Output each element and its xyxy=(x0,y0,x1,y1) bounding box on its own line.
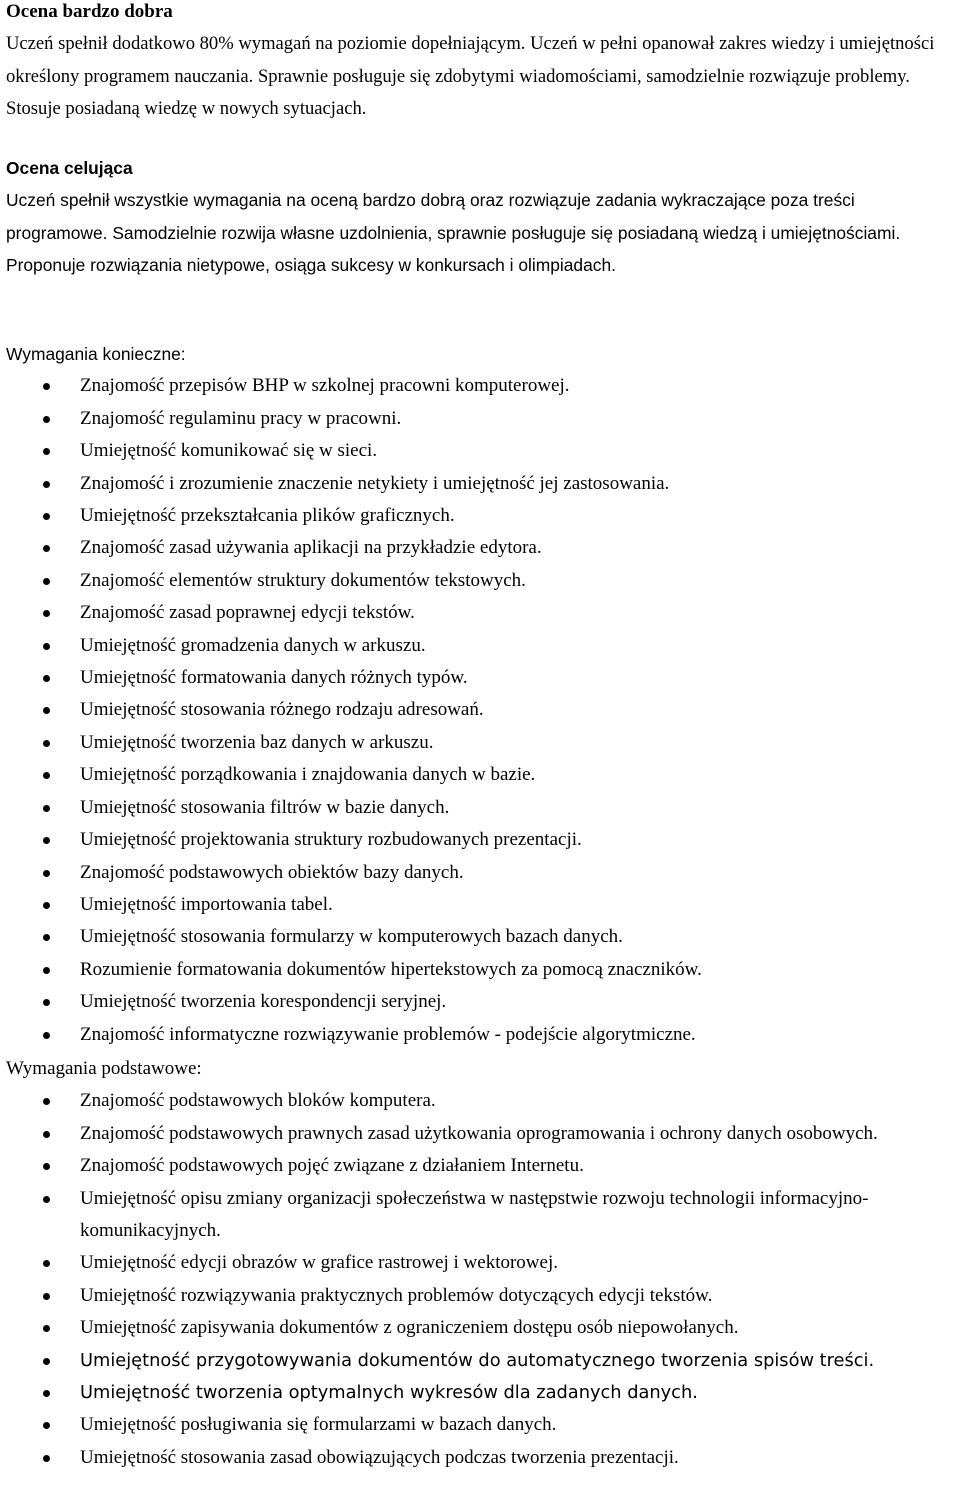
bullet-icon xyxy=(43,1163,50,1170)
bullet-icon xyxy=(43,448,50,455)
list-item-text: Znajomość przepisów BHP w szkolnej pracowni komputerowej. xyxy=(80,375,570,397)
heading-ocena-bardzo-dobra: Ocena bardzo dobra xyxy=(6,1,173,22)
list-wymagania-konieczne xyxy=(6,370,958,1051)
bullet-icon xyxy=(43,1390,50,1397)
list-item xyxy=(6,889,958,921)
bullet-icon xyxy=(43,610,50,617)
bullet-icon xyxy=(43,416,50,423)
list-item-text: Znajomość informatyczne rozwiązywanie problemów - podejście algorytmiczne. xyxy=(80,1023,696,1045)
bullet-icon xyxy=(43,383,50,390)
list-item-text: Umiejętność komunikować się w sieci. xyxy=(80,440,378,462)
list-item xyxy=(6,1118,958,1150)
list-item-text: Umiejętność edycji obrazów w grafice rastrowej i wektorowej. xyxy=(80,1252,558,1274)
list-item xyxy=(6,597,958,629)
bullet-icon xyxy=(43,1131,50,1138)
bullet-icon xyxy=(43,772,50,779)
list-item-text: Umiejętność zapisywania dokumentów z ograniczeniem dostępu osób niepowołanych. xyxy=(80,1317,739,1339)
section-ocena-celujaca xyxy=(6,152,958,282)
bullet-icon xyxy=(43,740,50,747)
bullet-icon xyxy=(43,999,50,1006)
list-item xyxy=(6,1345,958,1377)
bullet-icon xyxy=(43,837,50,844)
list-item xyxy=(6,1183,958,1248)
list-item xyxy=(6,662,958,694)
paragraph-ocena-bardzo-dobra: Uczeń spełnił dodatkowo 80% wymagań na poziomie dopełniającym. Uczeń w pełni opanował zakres wiedzy i umiejętności określony programem nauczania. Sprawnie posługuje się zdobytymi wiadomościami, samodzielnie rozwiązuje problemy. Stosuje posiadaną wiedzę w nowych sytuacjach. xyxy=(6,33,935,120)
list-item xyxy=(6,435,958,467)
list-item-text: Umiejętność formatowania danych różnych typów. xyxy=(80,667,468,689)
list-item xyxy=(6,403,958,435)
list-item-text: Znajomość zasad poprawnej edycji tekstów. xyxy=(80,602,415,624)
list-item-text: Umiejętność przygotowywania dokumentów do automatycznego tworzenia spisów treści. xyxy=(80,1349,875,1371)
bullet-icon xyxy=(43,805,50,812)
bullet-icon xyxy=(43,1260,50,1267)
list-wymagania-podstawowe xyxy=(6,1085,958,1474)
list-item-text: Umiejętność importowania tabel. xyxy=(80,893,333,915)
list-item xyxy=(6,1377,958,1409)
bullet-icon xyxy=(43,675,50,682)
list-item xyxy=(6,954,958,986)
section-wymagania-podstawowe xyxy=(6,1053,958,1474)
bullet-icon xyxy=(43,1098,50,1105)
list-item xyxy=(6,1312,958,1344)
bullet-icon xyxy=(43,707,50,714)
list-item xyxy=(6,565,958,597)
list-item-text: Znajomość podstawowych prawnych zasad użytkowania oprogramowania i ochrony danych osobowych. xyxy=(80,1122,878,1144)
list-item-text: Umiejętność tworzenia baz danych w arkuszu. xyxy=(80,731,434,753)
bullet-icon xyxy=(43,1455,50,1462)
list-item xyxy=(6,500,958,532)
list-item xyxy=(6,1409,958,1441)
list-item-text: Umiejętność przekształcania plików graficznych. xyxy=(80,505,455,527)
bullet-icon xyxy=(43,643,50,650)
list-item-text: Umiejętność stosowania filtrów w bazie danych. xyxy=(80,796,450,818)
list-item-text: Umiejętność opisu zmiany organizacji społeczeństwa w następstwie rozwoju technologii informacyjno-komunikacyjnych. xyxy=(80,1187,869,1242)
bullet-icon xyxy=(43,578,50,585)
list-item-text: Znajomość elementów struktury dokumentów tekstowych. xyxy=(80,569,526,591)
bullet-icon xyxy=(43,934,50,941)
bullet-icon xyxy=(43,513,50,520)
bullet-icon xyxy=(43,967,50,974)
list-item xyxy=(6,1150,958,1182)
list-item-text: Umiejętność projektowania struktury rozbudowanych prezentacji. xyxy=(80,829,582,851)
list-item-text: Znajomość podstawowych bloków komputera. xyxy=(80,1090,436,1112)
list-item xyxy=(6,370,958,402)
list-item xyxy=(6,727,958,759)
list-item xyxy=(6,921,958,953)
list-item xyxy=(6,1280,958,1312)
list-item xyxy=(6,468,958,500)
section-ocena-bardzo-dobra xyxy=(6,0,958,126)
list-item-text: Znajomość regulaminu pracy w pracowni. xyxy=(80,407,402,429)
list-item xyxy=(6,1085,958,1117)
bullet-icon xyxy=(43,481,50,488)
list-item-text: Znajomość podstawowych obiektów bazy danych. xyxy=(80,861,464,883)
section-wymagania-konieczne xyxy=(6,338,958,1051)
heading-wymagania-konieczne: Wymagania konieczne: xyxy=(6,344,186,364)
bullet-icon xyxy=(43,1422,50,1429)
list-item xyxy=(6,792,958,824)
heading-wymagania-podstawowe: Wymagania podstawowe: xyxy=(6,1058,202,1079)
list-item xyxy=(6,857,958,889)
bullet-icon xyxy=(43,1293,50,1300)
list-item-text: Umiejętność stosowania zasad obowiązujących podczas tworzenia prezentacji. xyxy=(80,1446,679,1468)
bullet-icon xyxy=(43,1196,50,1203)
list-item xyxy=(6,759,958,791)
bullet-icon xyxy=(43,545,50,552)
list-item-text: Umiejętność posługiwania się formularzami w bazach danych. xyxy=(80,1414,557,1436)
list-item-text: Umiejętność rozwiązywania praktycznych problemów dotyczących edycji tekstów. xyxy=(80,1284,713,1306)
list-item-text: Umiejętność tworzenia korespondencji seryjnej. xyxy=(80,991,447,1013)
list-item xyxy=(6,630,958,662)
list-item-text: Rozumienie formatowania dokumentów hipertekstowych za pomocą znaczników. xyxy=(80,958,702,980)
list-item-text: Znajomość podstawowych pojęć związane z działaniem Internetu. xyxy=(80,1155,584,1177)
list-item-text: Znajomość i zrozumienie znaczenie netykiety i umiejętność jej zastosowania. xyxy=(80,472,670,494)
list-item xyxy=(6,1019,958,1051)
list-item xyxy=(6,694,958,726)
list-item xyxy=(6,1442,958,1474)
list-item-text: Umiejętność stosowania różnego rodzaju adresowań. xyxy=(80,699,484,721)
bullet-icon xyxy=(43,1032,50,1039)
bullet-icon xyxy=(43,870,50,877)
list-item-text: Znajomość zasad używania aplikacji na przykładzie edytora. xyxy=(80,537,542,559)
list-item xyxy=(6,824,958,856)
heading-ocena-celujaca: Ocena celująca xyxy=(6,158,133,178)
list-item-text: Umiejętność stosowania formularzy w komputerowych bazach danych. xyxy=(80,926,623,948)
bullet-icon xyxy=(43,1325,50,1332)
list-item xyxy=(6,1247,958,1279)
bullet-icon xyxy=(43,1358,50,1365)
list-item xyxy=(6,986,958,1018)
list-item-text: Umiejętność porządkowania i znajdowania danych w bazie. xyxy=(80,764,536,786)
paragraph-ocena-celujaca: Uczeń spełnił wszystkie wymagania na oceną bardzo dobrą oraz rozwiązuje zadania wykraczające poza treści programowe. Samodzielnie rozwija własne uzdolnienia, sprawnie posługuje się posiadaną wiedzą i umiejętnościami. Proponuje rozwiązania nietypowe, osiąga sukcesy w konkursach i olimpiadach. xyxy=(6,190,901,276)
list-item-text: Umiejętność tworzenia optymalnych wykresów dla zadanych danych. xyxy=(80,1382,698,1404)
bullet-icon xyxy=(43,902,50,909)
list-item xyxy=(6,532,958,564)
list-item-text: Umiejętność gromadzenia danych w arkuszu. xyxy=(80,634,426,656)
